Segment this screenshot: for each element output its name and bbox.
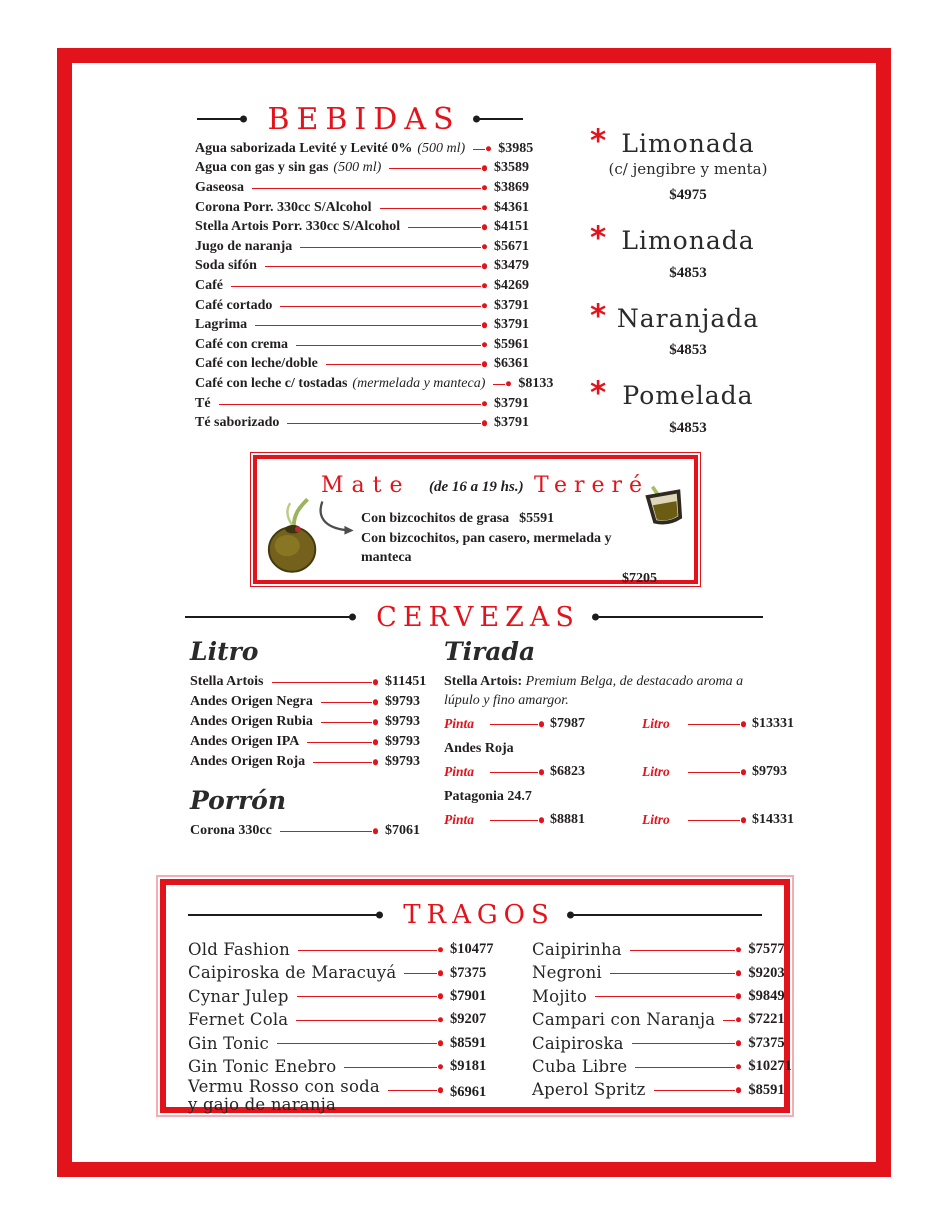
leader-line xyxy=(635,1061,741,1073)
leader-line xyxy=(231,280,487,292)
menu-item xyxy=(190,752,443,772)
special-name: Pomelada xyxy=(622,381,754,411)
litro-label: Litro xyxy=(642,716,670,731)
item-price: $3479 xyxy=(494,258,529,274)
item-price: $3791 xyxy=(494,297,529,313)
menu-item xyxy=(195,159,544,179)
pinta-label: Pinta xyxy=(444,812,475,827)
item-price: $9849 xyxy=(748,987,785,1004)
item-price: $5671 xyxy=(494,238,529,254)
item-name: Stella Artois Porr. 330cc S/Alcohol xyxy=(195,219,401,235)
item-price: $4269 xyxy=(494,277,529,293)
menu-item xyxy=(532,1078,804,1101)
item-name: Andes Origen IPA xyxy=(190,734,300,749)
item-name: Corona Porr. 330cc S/Alcohol xyxy=(195,199,372,215)
special-name: Limonada xyxy=(621,129,755,158)
tirada-item xyxy=(444,787,794,832)
asterisk-icon: * xyxy=(590,375,607,412)
tragos-left-column xyxy=(188,938,506,1119)
menu-item xyxy=(195,198,544,218)
leader-line xyxy=(277,1037,443,1049)
terere-title: Tereré xyxy=(534,473,650,498)
section-title-tragos: TRAGOS xyxy=(403,900,555,930)
menu-item xyxy=(532,1008,804,1031)
litro-heading: Litro xyxy=(190,637,259,666)
leader-line xyxy=(321,716,378,728)
menu-item xyxy=(188,1008,506,1031)
item-price: $9181 xyxy=(450,1058,487,1075)
item-name: Caipirinha xyxy=(532,940,622,960)
litro-price: $13331 xyxy=(752,716,794,731)
tragos-box xyxy=(160,879,790,1113)
leader-line xyxy=(255,319,487,331)
cervezas-litro-column xyxy=(190,637,443,841)
section-title-bebidas: BEBIDAS xyxy=(267,101,461,137)
cervezas-header xyxy=(185,600,763,634)
item-name: Corona 330cc xyxy=(190,823,272,838)
item-name: Café cortado xyxy=(195,297,273,313)
pinta-price: $6823 xyxy=(550,764,585,779)
beer-description: Premium Belga, de destacado aroma a lúpulo y fino amargor. xyxy=(444,674,744,708)
item-price: $10477 xyxy=(450,941,494,958)
item-price: $7577 xyxy=(748,941,785,958)
item-name: Andes Origen Negra xyxy=(190,694,313,709)
leader-line xyxy=(380,202,487,214)
item-price: $6361 xyxy=(494,356,529,372)
leader-line xyxy=(252,182,487,194)
item-name-line2: y gajo de naranja xyxy=(188,1094,337,1114)
menu-item xyxy=(195,374,554,394)
leader-line xyxy=(287,417,487,429)
tragos-columns xyxy=(166,936,792,1119)
divider-line xyxy=(188,914,381,916)
leader-line xyxy=(595,990,741,1002)
tragos-header xyxy=(188,900,762,930)
curved-arrow-icon xyxy=(315,499,361,539)
item-name: Gin Tonic xyxy=(188,1033,269,1053)
menu-item xyxy=(532,961,804,984)
litro-label: Litro xyxy=(642,764,670,779)
menu-item xyxy=(188,1078,506,1119)
leader-line xyxy=(300,241,487,253)
item-name: Andes Origen Roja xyxy=(190,754,306,769)
special-item xyxy=(584,375,792,437)
leader-line xyxy=(490,814,544,826)
item-name: Lagrima xyxy=(195,317,248,333)
item-name: Andes Origen Rubia xyxy=(190,714,313,729)
divider-line xyxy=(594,616,763,618)
divider-line xyxy=(197,118,245,120)
leader-line xyxy=(280,825,378,837)
beer-name: Stella Artois: xyxy=(444,674,523,689)
menu-item xyxy=(190,672,443,692)
leader-line xyxy=(313,756,378,768)
item-name: Café con crema xyxy=(195,336,289,352)
special-price: $4853 xyxy=(669,264,707,281)
item-price: $7375 xyxy=(450,964,487,981)
item-name: Caipiroska de Maracuyá xyxy=(188,963,397,983)
leader-line xyxy=(490,718,544,730)
menu-item xyxy=(190,821,443,841)
tirada-item xyxy=(444,739,787,784)
pinta-label: Pinta xyxy=(444,764,475,779)
item-note: (500 ml) xyxy=(333,160,382,176)
item-name xyxy=(444,787,766,806)
item-note: (500 ml) xyxy=(417,140,466,156)
menu-item xyxy=(195,394,544,414)
item-price: $7375 xyxy=(748,1034,785,1051)
asterisk-icon: * xyxy=(590,219,607,256)
item-name: Campari con Naranja xyxy=(532,1010,716,1030)
menu-item xyxy=(190,692,443,712)
item-name: Gin Tonic Enebro xyxy=(188,1056,337,1076)
item-price: $9793 xyxy=(385,714,420,729)
item-name xyxy=(444,739,766,758)
mate-box xyxy=(253,455,698,584)
pinta-label: Pinta xyxy=(444,716,475,731)
item-price: $3791 xyxy=(494,415,529,431)
item-price: $4361 xyxy=(494,199,529,215)
item-price: $7901 xyxy=(450,987,487,1004)
leader-line xyxy=(723,1014,741,1026)
menu-item xyxy=(190,732,443,752)
porron-heading: Porrón xyxy=(190,786,286,815)
size-price-row xyxy=(444,712,794,736)
item-name: Cynar Julep xyxy=(188,986,289,1006)
item-name: Soda sifón xyxy=(195,258,257,274)
item-price: $3869 xyxy=(494,179,529,195)
item-price: $3985 xyxy=(498,140,534,156)
menu-item xyxy=(195,178,544,198)
item-note: (mermelada y manteca) xyxy=(352,375,486,391)
menu-item xyxy=(188,961,506,984)
special-note: (c/ jengibre y menta) xyxy=(608,159,768,178)
menu-item xyxy=(188,938,506,961)
size-price-row xyxy=(444,808,794,832)
beer-name: Patagonia 24.7 xyxy=(444,789,532,804)
item-name xyxy=(444,672,766,710)
item-price: $3589 xyxy=(494,160,529,176)
item-name: Stella Artois xyxy=(190,674,264,689)
leader-line xyxy=(272,676,379,688)
menu-item xyxy=(195,296,544,316)
mate-option-price: $5591 xyxy=(519,511,555,526)
menu-item xyxy=(195,335,544,355)
item-name: Fernet Cola xyxy=(188,1010,289,1030)
item-price: $3791 xyxy=(494,395,529,411)
litro-label: Litro xyxy=(642,812,670,827)
menu-item xyxy=(532,985,804,1008)
leader-line xyxy=(688,814,746,826)
tirada-heading: Tirada xyxy=(444,637,536,666)
item-price: $6961 xyxy=(450,1084,487,1101)
leader-line xyxy=(490,766,544,778)
item-price: $9793 xyxy=(385,694,420,709)
tragos-right-column xyxy=(532,938,804,1119)
leader-line xyxy=(493,378,511,390)
special-price: $4853 xyxy=(669,420,707,436)
item-name: Cuba Libre xyxy=(532,1056,628,1076)
leader-line xyxy=(219,398,487,410)
menu-item xyxy=(195,257,544,277)
menu-item xyxy=(195,237,544,257)
leader-line xyxy=(296,339,487,351)
leader-line xyxy=(321,696,378,708)
mate-option-text: Con bizcochitos de grasa xyxy=(361,511,510,526)
item-price: $4151 xyxy=(494,219,529,235)
asterisk-icon: * xyxy=(590,297,607,334)
menu-item xyxy=(195,315,544,335)
section-title-cervezas: CERVEZAS xyxy=(376,601,580,633)
divider-line xyxy=(475,118,523,120)
leader-line xyxy=(404,967,443,979)
leader-line xyxy=(388,1084,443,1096)
special-item xyxy=(584,123,792,204)
item-price: $9793 xyxy=(385,734,420,749)
item-name: Aperol Spritz xyxy=(532,1080,646,1100)
special-item xyxy=(584,219,792,282)
leader-line xyxy=(326,358,487,370)
item-price: $3791 xyxy=(494,317,529,333)
item-name: Café con leche/doble xyxy=(195,356,318,372)
divider-line xyxy=(185,616,354,618)
size-price-row xyxy=(444,760,787,784)
menu-item xyxy=(532,1032,804,1055)
tirada-item xyxy=(444,672,794,736)
item-name: Té xyxy=(195,395,211,411)
item-price: $7061 xyxy=(385,823,420,838)
menu-item xyxy=(195,355,544,375)
menu-item xyxy=(188,1055,506,1078)
mate-hours: (de 16 a 19 hs.) xyxy=(429,479,524,495)
item-price: $9207 xyxy=(450,1011,487,1028)
litro-price: $14331 xyxy=(752,812,794,827)
special-name: Naranjada xyxy=(616,303,760,333)
divider-line xyxy=(569,914,762,916)
mate-title: Mate xyxy=(321,473,411,498)
item-price: $7221 xyxy=(748,1011,785,1028)
litro-price: $9793 xyxy=(752,764,787,779)
item-name: Jugo de naranja xyxy=(195,238,293,254)
item-price: $8591 xyxy=(748,1081,785,1098)
item-name: Agua saborizada Levité y Levité 0% xyxy=(195,140,413,156)
leader-line xyxy=(654,1084,742,1096)
item-name: Té saborizado xyxy=(195,415,280,431)
mate-option-text: Con bizcochitos, pan casero, mermelada y manteca xyxy=(361,530,612,565)
item-name: Café xyxy=(195,277,223,293)
specials-column xyxy=(584,123,792,460)
special-price: $4853 xyxy=(669,342,707,359)
leader-line xyxy=(688,766,746,778)
menu-item xyxy=(195,413,544,433)
item-name: Old Fashion xyxy=(188,940,290,960)
special-item xyxy=(584,297,792,360)
item-price: $10271 xyxy=(748,1058,792,1075)
menu-item xyxy=(195,217,544,237)
cervezas-tirada-column xyxy=(444,637,794,835)
leader-line xyxy=(296,1014,443,1026)
mate-option-price: $7205 xyxy=(622,570,657,586)
leader-line xyxy=(688,718,746,730)
leader-line xyxy=(389,162,487,174)
item-name-line1: Vermu Rosso con soda xyxy=(188,1077,380,1097)
bebidas-header xyxy=(197,101,523,137)
menu-item xyxy=(532,1055,804,1078)
item-name: Mojito xyxy=(532,986,587,1006)
mate-option xyxy=(361,509,657,529)
pinta-price: $7987 xyxy=(550,716,585,731)
leader-line xyxy=(632,1037,742,1049)
beer-name: Andes Roja xyxy=(444,741,514,756)
leader-line xyxy=(307,736,378,748)
pinta-price: $8881 xyxy=(550,812,585,827)
leader-line xyxy=(297,990,443,1002)
item-name: Café con leche c/ tostadas xyxy=(195,375,348,391)
leader-line xyxy=(344,1061,443,1073)
item-name: Agua con gas y sin gas xyxy=(195,160,329,176)
item-price: $9793 xyxy=(385,754,420,769)
leader-line xyxy=(630,944,742,956)
special-price: $4975 xyxy=(669,186,707,203)
leader-line xyxy=(280,300,487,312)
item-price: $9203 xyxy=(748,964,785,981)
menu-item xyxy=(190,712,443,732)
menu-item xyxy=(532,938,804,961)
menu-item xyxy=(188,1032,506,1055)
asterisk-icon: * xyxy=(590,123,607,159)
item-name: Caipiroska xyxy=(532,1033,624,1053)
item-name xyxy=(188,1078,380,1113)
menu-item xyxy=(195,276,544,296)
leader-line xyxy=(473,143,491,155)
item-price: $8133 xyxy=(518,375,554,391)
item-name: Negroni xyxy=(532,963,602,983)
leader-line xyxy=(408,221,487,233)
item-name: Gaseosa xyxy=(195,179,244,195)
mate-options xyxy=(361,509,657,588)
item-price: $11451 xyxy=(385,674,427,689)
item-price: $8591 xyxy=(450,1034,487,1051)
bebidas-list xyxy=(195,139,554,433)
leader-line xyxy=(610,967,741,979)
leader-line xyxy=(298,944,443,956)
leader-line xyxy=(265,260,487,272)
special-name: Limonada xyxy=(621,225,755,255)
menu-item xyxy=(195,139,544,159)
menu-item xyxy=(188,985,506,1008)
item-price: $5961 xyxy=(494,336,529,352)
